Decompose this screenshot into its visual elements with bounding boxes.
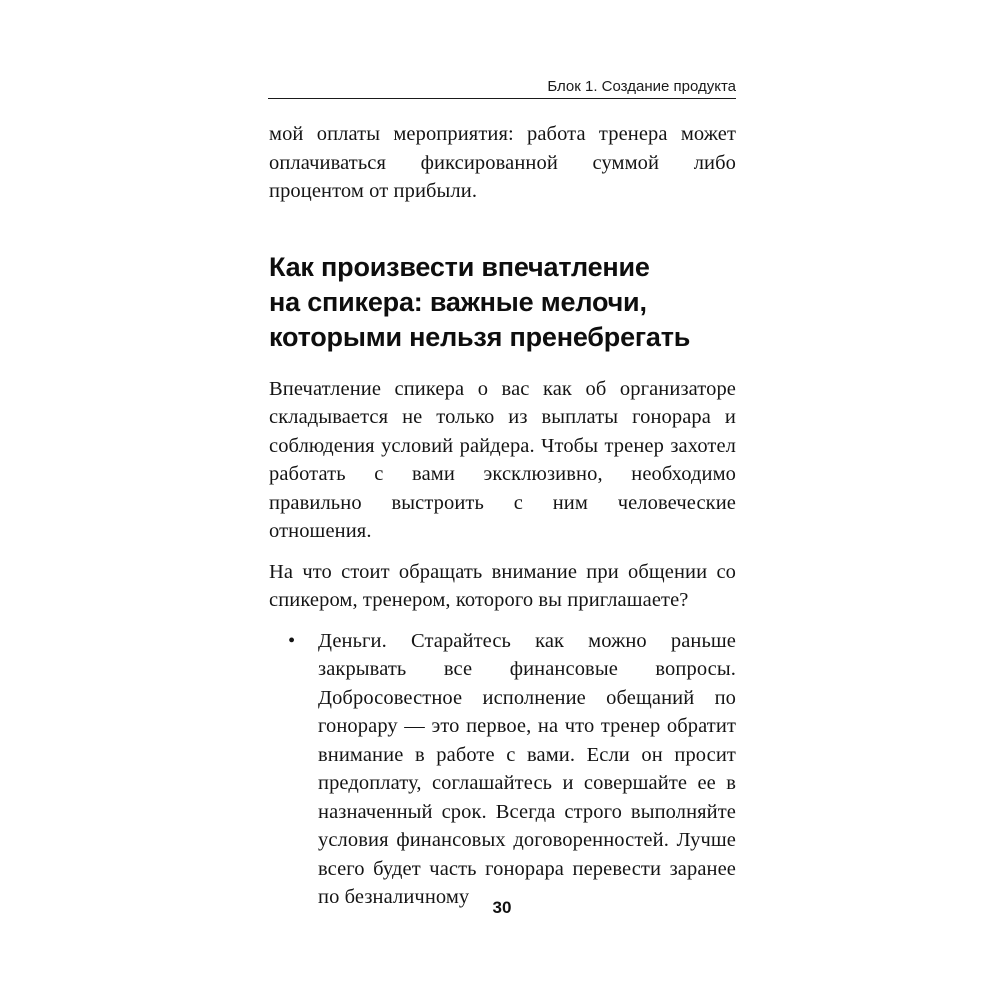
bullet-dot-icon: •: [288, 629, 296, 652]
section-heading-line-3: которыми нельзя пренебрегать: [269, 321, 691, 352]
section-heading-line-2: на спикера: важные мелочи,: [269, 286, 647, 317]
page-body: [269, 120, 736, 912]
header-rule: [268, 98, 736, 99]
section-heading: [269, 250, 736, 355]
bullet-text: Деньги. Старайтесь как можно раньше закрывать все финансовые вопросы. Добросовестное исполнение обещаний по гонорару — это первое, на что тренер обратит внимание в работе с вами. Если он просит предоплату, соглашайтесь и совершайте ее в назначенный срок. Всегда строго выполняйте условия финансовых договоренностей. Лучше всего будет часть гонорара перевести заранее по безналичному: [318, 629, 736, 908]
bullet-item-money: [288, 627, 736, 912]
continued-paragraph: мой оплаты мероприятия: работа тренера может оплачиваться фиксированной суммой либо процентом от прибыли.: [269, 123, 736, 202]
section-heading-line-1: Как произвести впечатление: [269, 251, 650, 282]
running-header: Блок 1. Создание продукта: [547, 78, 736, 95]
question-paragraph: На что стоит обращать внимание при общении со спикером, тренером, которого вы приглашаете?: [269, 560, 736, 611]
intro-paragraph: Впечатление спикера о вас как об организаторе складывается не только из выплаты гонорара и соблюдения условий райдера. Чтобы тренер захотел работать с вами эксклюзивно, необходимо правильно выстроить с ним человеческие отношения.: [269, 377, 736, 542]
page-number: 30: [492, 898, 512, 917]
bullet-list: [269, 627, 736, 912]
